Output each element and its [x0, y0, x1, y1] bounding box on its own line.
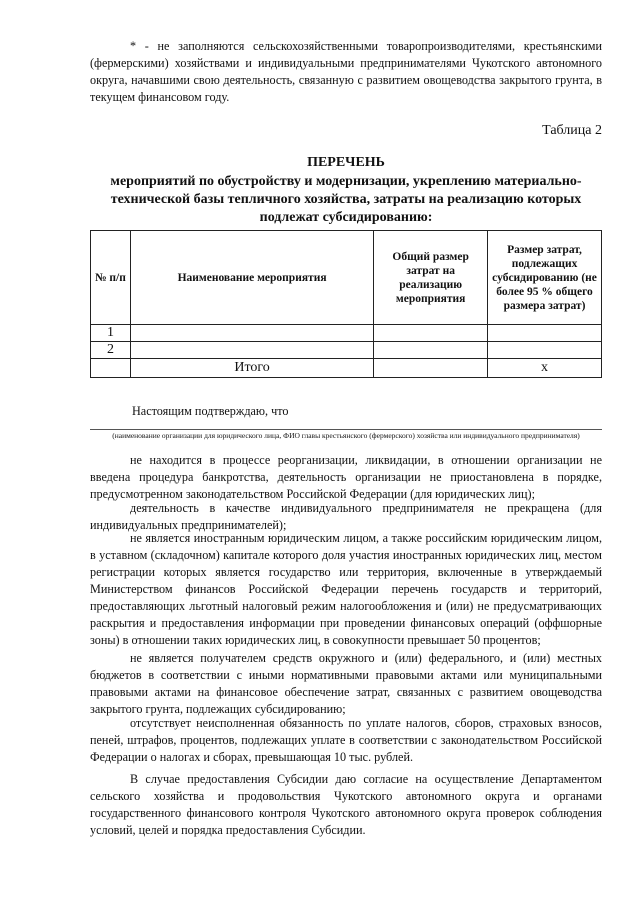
table-header-row — [91, 231, 602, 325]
paragraph-1: не находится в процессе реорганизации, ликвидации, в отношении организации не введена процедура банкротства, деятельность организации не приостановлена в порядке, предусмотренном законодательством Российской Федерации (для юридических лиц); — [90, 453, 602, 501]
paragraph-2: деятельность в качестве индивидуального предпринимателя не прекращена (для индивидуальных предпринимателей); — [90, 501, 602, 532]
row-name[interactable] — [130, 325, 373, 342]
total-total[interactable] — [374, 359, 488, 378]
intro-note: * - не заполняются сельскохозяйственными товаропроизводителями, крестьянскими (фермерскими) хозяйствами и индивидуальными предпринимателями Чукотского автономного округа, начавшими свою деятельность, связанную с развитием овощеводства закрытого грунта, в текущем финансовом году. — [90, 39, 602, 104]
caption: (наименование организации для юридического лица, ФИО главы крестьянского (фермерского) хозяйства или индивидуального предпринимателя) — [112, 431, 580, 440]
paragraph-6: В случае предоставления Субсидии даю согласие на осуществление Департаментом сельского хозяйства и продовольствия Чукотского автономного округа и органами государственного финансового контроля Чукотского автономного округа проверок соблюдения условий, целей и порядка предоставления Субсидии. — [90, 772, 602, 837]
total-empty-cell — [91, 359, 131, 378]
header-num: № п/п — [91, 231, 131, 325]
row-num: 1 — [91, 325, 131, 342]
total-label: Итого — [130, 359, 373, 378]
table-row — [91, 342, 602, 359]
row-total[interactable] — [374, 325, 488, 342]
paragraph-5: отсутствует неисполненная обязанность по уплате налогов, сборов, страховых взносов, пеней, штрафов, процентов, подлежащих уплате в соответствии с законодательством Российской Федерации о налогах и сборах, превышающая 10 тыс. рублей. — [90, 716, 602, 764]
confirm-line: Настоящим подтверждаю, что — [132, 404, 289, 418]
measures-table — [90, 230, 602, 378]
table-label: Таблица 2 — [542, 123, 602, 138]
paragraph-4: не является получателем средств окружного и (или) федерального, и (или) местных бюджетов в соответствии с иными нормативными правовыми актами или муниципальными правовыми актами на финансовое обеспечение затрат, связанных с развитием овощеводства закрытого грунта, подлежащих субсидированию; — [90, 651, 602, 716]
table-row — [91, 325, 602, 342]
row-subsidized[interactable] — [488, 342, 602, 359]
heading-title: ПЕРЕЧЕНЬ — [307, 155, 385, 170]
row-num: 2 — [91, 342, 131, 359]
header-name: Наименование мероприятия — [130, 231, 373, 325]
row-total[interactable] — [374, 342, 488, 359]
header-subsidized: Размер затрат, подлежащих субсидированию (не более 95 % общего размера затрат) — [488, 231, 602, 325]
table-total-row — [91, 359, 602, 378]
row-subsidized[interactable] — [488, 325, 602, 342]
heading-subtitle: мероприятий по обустройству и модернизации, укреплению материально-технической базы тепличного хозяйства, затраты на реализацию которых подлежат субсидированию: — [110, 174, 582, 225]
signature-line — [90, 429, 602, 430]
paragraph-3: не является иностранным юридическим лицом, а также российским юридическим лицом, в уставном (складочном) капитале которого доля участия иностранных юридических лиц, местом регистрации которых является государство или территория, включенные в утверждаемый Министерством финансов Российской Федерации перечень государств и территорий, предоставляющих льготный налоговый режим налогообложения и (или) не предусматривающих раскрытия и предоставления информации при проведении финансовых операций (оффшорные зоны) в отношении таких юридических лиц, в совокупности превышает 50 процентов; — [90, 531, 602, 647]
header-total: Общий размер затрат на реализацию мероприятия — [374, 231, 488, 325]
total-subsidized: х — [488, 359, 602, 378]
row-name[interactable] — [130, 342, 373, 359]
